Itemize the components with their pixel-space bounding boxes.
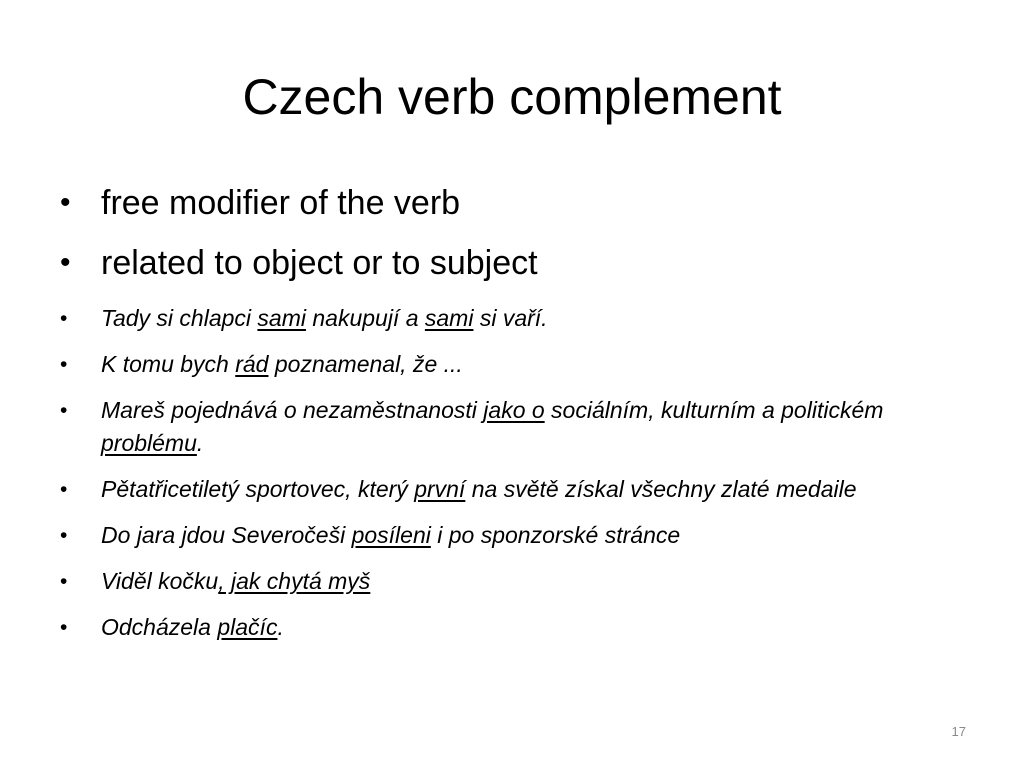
underlined-phrase: problému: [101, 430, 197, 456]
bullet-text: i po sponzorské stránce: [430, 522, 681, 548]
bullet-item: [60, 302, 960, 335]
bullet-item: [60, 242, 960, 284]
bullet-text: nakupují a: [305, 305, 425, 331]
bullet-text: K tomu bych: [101, 351, 236, 377]
bullet-text: Pětatřicetiletý sportovec, který: [101, 476, 415, 502]
bullet-marker: •: [60, 399, 68, 422]
bullet-marker: •: [60, 478, 68, 501]
underlined-phrase: sami: [257, 305, 306, 331]
bullet-text: Do jara jdou Severočeši: [101, 522, 352, 548]
bullet-text: Viděl kočku: [101, 568, 219, 594]
bullet-text: sociálním, kulturním a politickém: [544, 397, 884, 423]
bullet-list: [60, 182, 960, 657]
underlined-phrase: posíleni: [351, 522, 431, 548]
bullet-marker: •: [60, 570, 68, 593]
underlined-phrase: sami: [424, 305, 474, 331]
bullet-item: [60, 611, 960, 644]
bullet-text: .: [277, 614, 284, 640]
bullet-marker: •: [60, 353, 68, 376]
underlined-phrase: jako o: [483, 397, 545, 423]
bullet-item: [60, 394, 960, 460]
underlined-phrase: první: [414, 476, 466, 502]
bullet-item: [60, 473, 960, 506]
bullet-item: [60, 182, 960, 224]
bullet-text: Tady si chlapci: [101, 305, 258, 331]
bullet-text: free modifier of the verb: [101, 184, 461, 222]
bullet-text: related to object or to subject: [101, 244, 538, 282]
bullet-item: [60, 348, 960, 381]
bullet-marker: •: [60, 246, 71, 279]
bullet-marker: •: [60, 307, 68, 330]
underlined-phrase: , jak chytá myš: [218, 568, 371, 594]
underlined-phrase: plačíc: [217, 614, 278, 640]
bullet-item: [60, 519, 960, 552]
bullet-text: na světě získal všechny zlaté medaile: [465, 476, 857, 502]
bullet-marker: •: [60, 186, 71, 219]
bullet-marker: •: [60, 616, 68, 639]
bullet-text: si vaří.: [473, 305, 548, 331]
underlined-phrase: rád: [235, 351, 269, 377]
bullet-text: Odcházela: [101, 614, 218, 640]
bullet-text: Mareš pojednává o nezaměstnanosti: [101, 397, 484, 423]
page-number: 17: [951, 724, 966, 739]
bullet-item: [60, 565, 960, 598]
slide-title: Czech verb complement: [242, 69, 782, 125]
bullet-text: .: [196, 430, 204, 456]
bullet-text: poznamenal, že ...: [268, 351, 463, 377]
bullet-marker: •: [60, 524, 68, 547]
